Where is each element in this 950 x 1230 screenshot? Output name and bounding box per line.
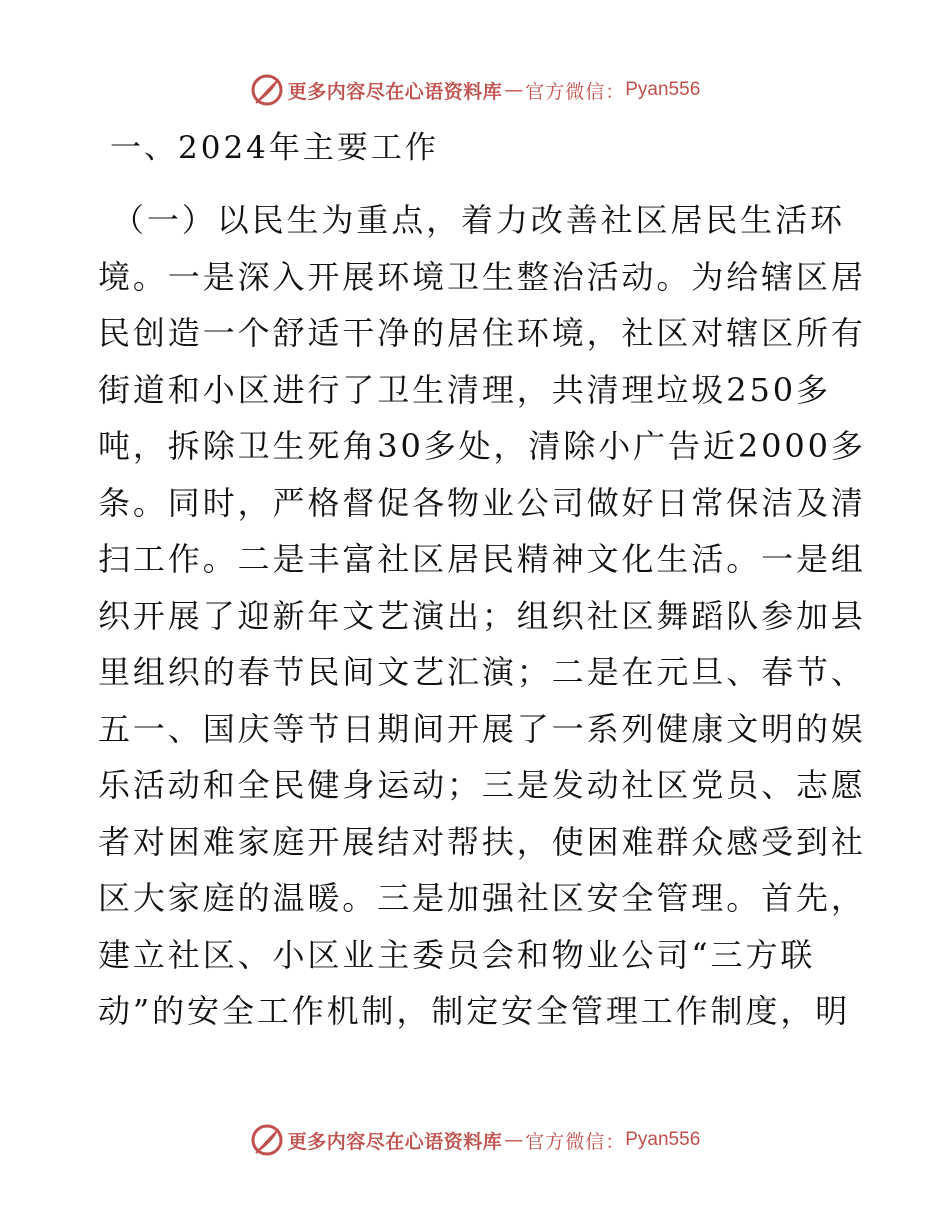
watermark-wechat-id: Pyan556 xyxy=(625,79,701,100)
body-line: 境。一是深入开展环境卫生整治活动。为给辖区居 xyxy=(98,257,866,296)
watermark-official-label: 官方微信： xyxy=(525,80,626,103)
body-line: 建立社区、小区业主委员会和物业公司“三方联 xyxy=(98,935,816,974)
quill-pen-logo-icon xyxy=(250,1123,284,1157)
body-line: 里组织的春节民间文艺汇演；二是在元旦、春节、 xyxy=(98,653,866,691)
body-line: 织开展了迎新年文艺演出；组织社区舞蹈队参加县 xyxy=(98,596,866,635)
body-line: （一）以民生为重点，着力改善社区居民生活环 xyxy=(112,201,845,239)
footer-watermark xyxy=(0,1120,950,1160)
watermark-official-label: 官方微信： xyxy=(525,1130,626,1153)
body-line: 民创造一个舒适干净的居住环境，社区对辖区所有 xyxy=(98,314,866,352)
body-line: 吨，拆除卫生死角30多处，清除小广告近2000多 xyxy=(98,427,866,465)
body-line: 区大家庭的温暖。三是加强社区安全管理。首先， xyxy=(98,879,866,917)
watermark-text: 更多内容尽在心语资料库 xyxy=(287,80,503,103)
watermark-separator: — xyxy=(504,79,524,101)
watermark-text: 更多内容尽在心语资料库 xyxy=(287,1130,503,1153)
body-line: 街道和小区进行了卫生清理，共清理垃圾250多 xyxy=(98,370,831,409)
body-line: 乐活动和全民健身运动；三是发动社区党员、志愿 xyxy=(98,766,866,804)
body-line: 者对困难家庭开展结对帮扶，使困难群众感受到社 xyxy=(98,822,866,861)
header-watermark xyxy=(0,70,950,110)
body-text xyxy=(98,192,866,1040)
body-line: 条。同时，严格督促各物业公司做好日常保洁及清 xyxy=(98,483,866,522)
quill-pen-logo-icon xyxy=(250,73,284,107)
watermark-wechat-id: Pyan556 xyxy=(625,1129,701,1150)
body-line: 扫工作。二是丰富社区居民精神文化生活。一是组 xyxy=(98,540,866,578)
section-heading: 一、2024年主要工作 xyxy=(110,130,439,166)
watermark-separator: — xyxy=(504,1129,524,1151)
body-line: 五一、国庆等节日期间开展了一系列健康文明的娱 xyxy=(98,709,866,748)
body-line: 动”的安全工作机制，制定安全管理工作制度，明 xyxy=(98,992,851,1030)
